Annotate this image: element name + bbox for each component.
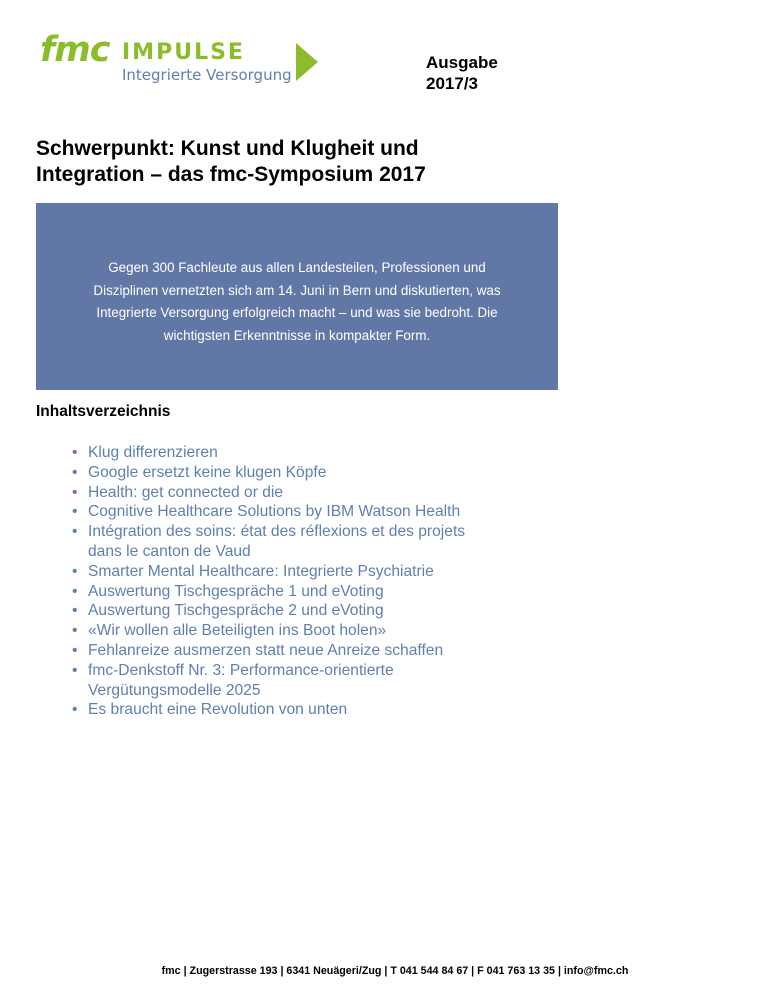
- issue-value: 2017/3: [426, 74, 478, 93]
- toc-link-line: • Health: get connected or die: [88, 483, 284, 501]
- fmc-impulse-logo: [40, 30, 330, 92]
- issue-number: [426, 52, 546, 94]
- toc-link-line: • Auswertung Tischgespräche 1 und eVoting: [88, 582, 384, 600]
- toc-link-line: • Smarter Mental Healthcare: Integrierte Psychiatrie: [88, 562, 434, 580]
- toc-link[interactable]: [88, 483, 568, 503]
- toc-link[interactable]: [88, 661, 568, 701]
- footer-contact: fmc | Zugerstrasse 193 | 6341 Neuägeri/Zug | T 041 544 84 67 | F 041 763 13 35 | info@fmc.ch: [161, 965, 629, 977]
- toc-link[interactable]: [88, 522, 568, 562]
- toc-link[interactable]: [88, 443, 568, 463]
- toc-link-line: • Cognitive Healthcare Solutions by IBM Watson Health: [88, 503, 461, 521]
- logo-tagline: Integrierte Versorgung: [122, 66, 292, 84]
- logo-brand: fmc: [40, 30, 110, 70]
- toc-link-line: • fmc-Denkstoff Nr. 3: Performance-orientierte: [88, 661, 394, 679]
- issue-label: Ausgabe: [426, 53, 498, 72]
- toc-link[interactable]: [88, 463, 568, 483]
- toc-link[interactable]: [88, 700, 568, 720]
- toc-link-line: • «Wir wollen alle Beteiligten ins Boot holen»: [88, 622, 387, 640]
- toc-link-line: Vergütungsmodelle 2025: [88, 681, 261, 699]
- toc-link[interactable]: [88, 621, 568, 641]
- table-of-contents: [60, 443, 568, 720]
- toc-link[interactable]: [88, 502, 568, 522]
- lead-line: Disziplinen vernetzten sich am 14. Juni in Bern und diskutierten, was: [93, 282, 501, 298]
- toc-link[interactable]: [88, 601, 568, 621]
- toc-link-line: • Es braucht eine Revolution von unten: [88, 701, 348, 719]
- toc-link[interactable]: [88, 562, 568, 582]
- lead-line: Gegen 300 Fachleute aus allen Landesteilen, Professionen und: [108, 260, 486, 275]
- title-line: Schwerpunkt: Kunst und Klugheit und: [36, 137, 419, 160]
- lead-line: Integrierte Versorgung erfolgreich macht – und was sie bedroht. Die: [96, 305, 498, 320]
- lead-box: [36, 203, 558, 390]
- logo-word: IMPULSE: [122, 40, 245, 65]
- toc-link-line: • Auswertung Tischgespräche 2 und eVoting: [88, 602, 384, 620]
- toc-link-line: • Google ersetzt keine klugen Köpfe: [88, 463, 327, 481]
- toc-link-line: dans le canton de Vaud: [88, 542, 251, 560]
- toc-link-line: • Intégration des soins: état des réflexions et des projets: [88, 523, 466, 541]
- page-title: [36, 136, 596, 188]
- toc-link[interactable]: [88, 641, 568, 661]
- toc-link-line: • Klug differenzieren: [88, 444, 218, 461]
- lead-line: wichtigsten Erkenntnisse in kompakter Form.: [163, 327, 431, 343]
- toc-link[interactable]: [88, 582, 568, 602]
- title-line: Integration – das fmc-Symposium 2017: [36, 163, 426, 186]
- toc-heading: Inhaltsverzeichnis: [36, 403, 171, 420]
- green-triangle-arrow-icon: [294, 41, 320, 83]
- toc-link-line: • Fehlanreize ausmerzen statt neue Anreize schaffen: [88, 641, 444, 659]
